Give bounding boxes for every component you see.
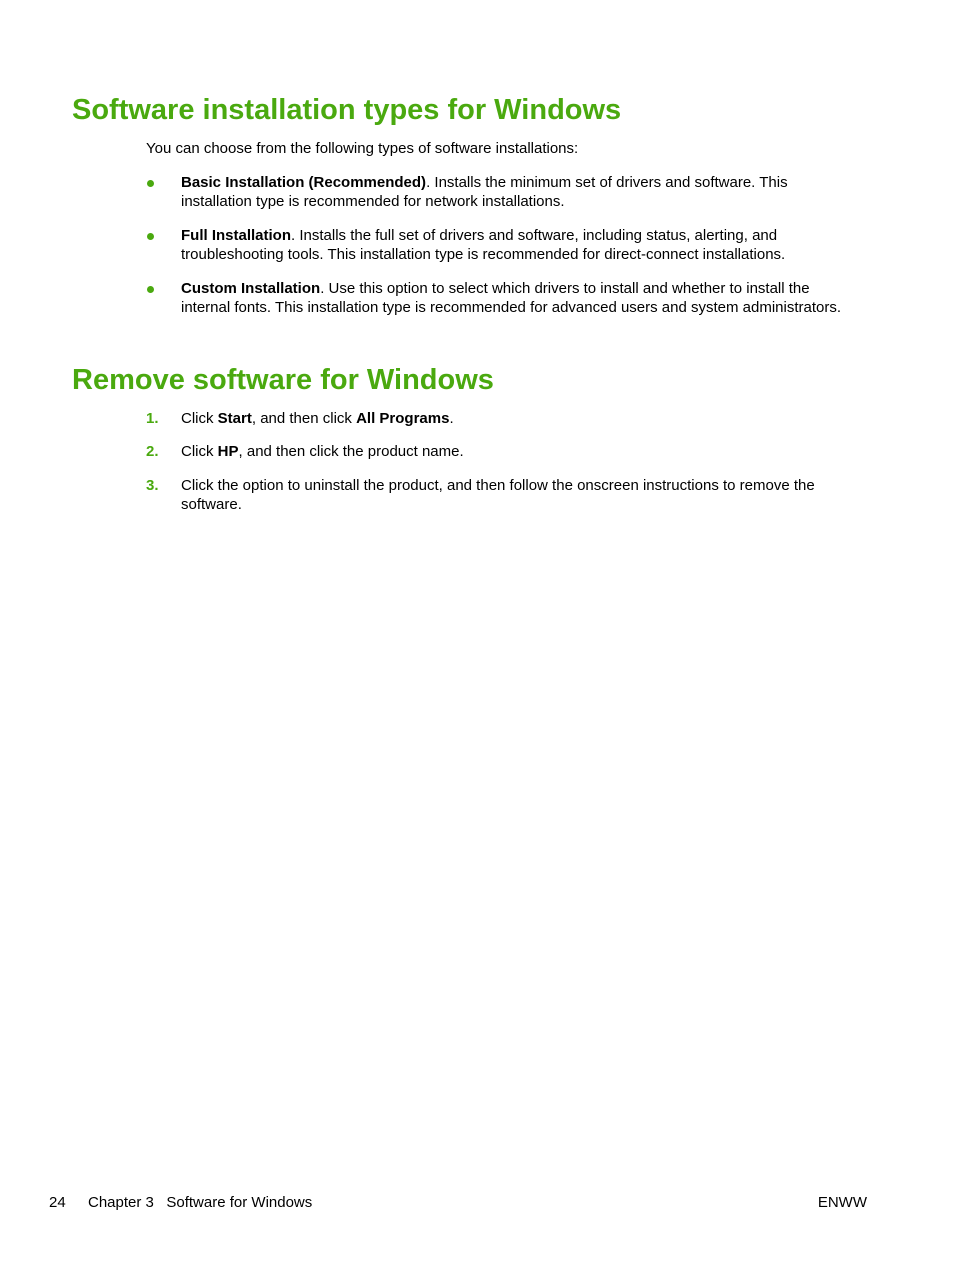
step-bold-term: HP	[217, 443, 239, 460]
bullet-text	[181, 226, 862, 264]
bullet-term: Custom Installation	[181, 280, 321, 297]
step-text	[181, 476, 862, 514]
footer-page-number: 24	[49, 1194, 66, 1211]
step-text	[181, 442, 862, 461]
bullet-description: . Installs the minimum set of drivers and software. This installation type is recommended for network installations.	[181, 174, 788, 210]
step-text-part: Click	[181, 410, 218, 427]
bullet-dot-icon	[147, 286, 154, 293]
step-bold-term: Start	[217, 410, 252, 427]
bullet-term: Basic Installation (Recommended)	[181, 174, 427, 191]
step-number: 3.	[146, 477, 159, 494]
step-text	[181, 409, 862, 428]
bullet-dot-icon	[147, 233, 154, 240]
bullet-text	[181, 173, 862, 211]
bullet-dot-icon	[147, 180, 154, 187]
step-text-part: Click the option to uninstall the product, and then follow the onscreen instructions to remove the software.	[181, 477, 815, 513]
step-bold-term: All Programs	[356, 410, 450, 427]
bullet-term: Full Installation	[181, 227, 292, 244]
bullet-text	[181, 279, 862, 317]
step-text-part: Click	[181, 443, 218, 460]
footer-document-code: ENWW	[817, 1194, 867, 1211]
step-number: 1.	[146, 410, 159, 427]
intro-paragraph: You can choose from the following types of software installations:	[146, 140, 579, 157]
step-number: 2.	[146, 443, 159, 460]
step-text-part: , and then click the product name.	[238, 443, 464, 460]
bullet-description: . Installs the full set of drivers and software, including status, alerting, and troubleshooting tools. This installation type is recommended for direct-connect installations.	[181, 227, 786, 263]
section-heading-remove-software: Remove software for Windows	[72, 364, 494, 396]
section-heading-installation-types: Software installation types for Windows	[72, 94, 622, 126]
step-text-part: .	[449, 410, 454, 427]
bullet-description: . Use this option to select which drivers to install and whether to install the internal fonts. This installation type is recommended for advanced users and system administrators.	[181, 280, 842, 316]
footer-chapter-title: Chapter 3 Software for Windows	[88, 1194, 313, 1211]
step-text-part: , and then click	[251, 410, 357, 427]
